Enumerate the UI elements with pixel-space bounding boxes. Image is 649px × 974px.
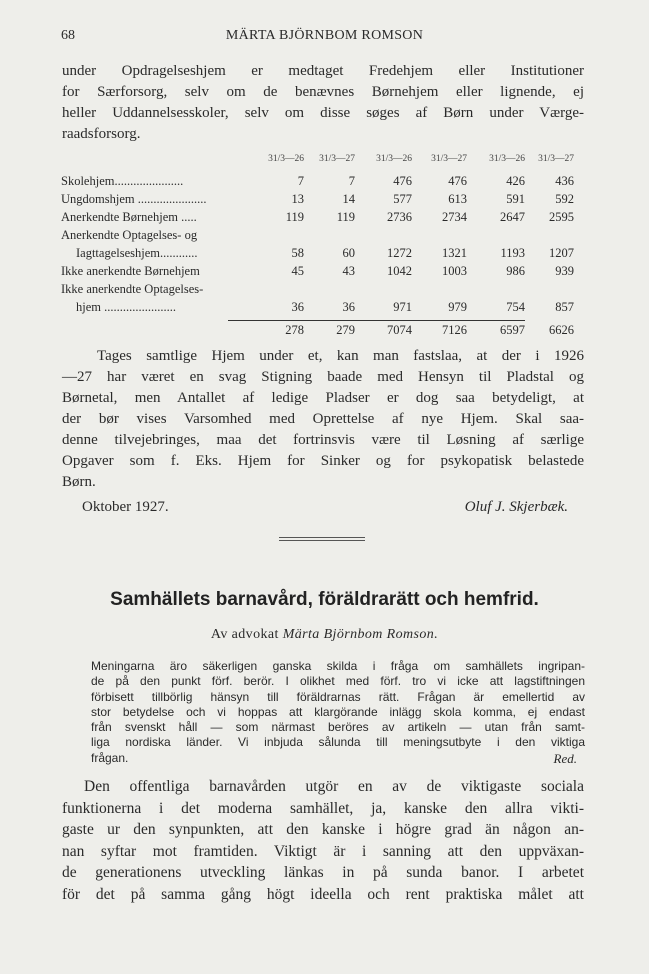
table-cell: 36: [342, 300, 355, 314]
text-line: Børn.: [62, 474, 96, 490]
row-label: [61, 208, 266, 226]
text-line: Børnetal, men Antallet af ledige Pladser er dog saa betydeligt, at: [62, 390, 584, 406]
statistics-table: [61, 154, 585, 316]
row-label-line: Anerkendte Børnehjem .....: [61, 210, 197, 224]
editor-sign: Red.: [553, 750, 577, 766]
total-value: 6626: [549, 323, 574, 337]
note-line: stor betydelse och vi hoppas att klargörande inlägg skola komma, ej endast: [91, 704, 585, 719]
row-label: [61, 226, 266, 262]
table-header: [61, 154, 585, 172]
byline-prefix: Av advokat: [210, 627, 279, 642]
table-cell: 426: [506, 174, 525, 188]
running-head: MÄRTA BJÖRNBOM ROMSON: [225, 28, 424, 43]
table-cell: 119: [285, 210, 304, 224]
text-line: funktionerna i det moderna samhället, ja, kanske den allra vikti-: [62, 799, 584, 817]
text-line: denne tilvejebringes, maa det fortrinsvis være til Løsning af særlige: [62, 432, 584, 448]
row-label-line: Skolehjem......................: [61, 174, 184, 188]
table-cell: 857: [555, 300, 574, 314]
table-cell: 436: [555, 174, 574, 188]
note-line: förbisett tillbörlig hänsyn till föräldrarnas rätt. Frågan är emellertid av: [91, 689, 585, 704]
row-label-line: Iagttagelseshjem............: [76, 246, 198, 260]
text-line: heller Uddannelsesskoler, selv om disse søges af Børn under Værge-: [62, 105, 584, 121]
table-row: [61, 262, 585, 280]
table-row: [61, 226, 585, 262]
table-cell: 613: [448, 192, 467, 206]
table-cell: 939: [555, 264, 574, 278]
divider-rule: [279, 537, 365, 538]
column-header: 31/3—27: [319, 154, 355, 164]
table-row: [61, 208, 585, 226]
table-cell: 1321: [442, 246, 467, 260]
column-header: 31/3—26: [268, 154, 304, 164]
note-line: frågan.: [91, 750, 129, 765]
table-cell: 2647: [500, 210, 525, 224]
text-line: —27 har været en svag Stigning baade med Hensyn til Pladstal og: [62, 369, 584, 385]
table-body: [61, 172, 585, 316]
text-line: Opgaver som f. Eks. Hjem for Sinker og for psykopatisk belastede: [62, 453, 584, 469]
table-row: [61, 172, 585, 190]
table-cell: 45: [291, 264, 304, 278]
text-line: nan syftar mot framtiden. Viktigt är i sanning att den uppväxan-: [62, 842, 584, 860]
article-title: Samhällets barnavård, föräldrarätt och hemfrid.: [110, 589, 539, 610]
row-label-line: Anerkendte Optagelses- og: [61, 228, 198, 242]
table-cell: 43: [342, 264, 355, 278]
table-cell: 14: [342, 192, 355, 206]
table-cell: 754: [506, 300, 525, 314]
table-cell: 119: [336, 210, 355, 224]
article-body: [62, 776, 584, 905]
column-header: 31/3—26: [376, 154, 412, 164]
signature-row: [82, 499, 568, 516]
row-label: [61, 172, 266, 190]
text-line: Tages samtlige Hjem under et, kan man fastslaa, at der i 1926: [97, 348, 584, 364]
column-header: 31/3—27: [431, 154, 467, 164]
note-line: från svenskt håll — som närmast beröres av artikeln — utan från samt-: [91, 720, 585, 735]
second-paragraph: [62, 346, 584, 493]
table-cell: 1207: [549, 246, 574, 260]
text-line: Den offentliga barnavården utgör en av de viktigaste sociala: [84, 778, 584, 795]
table-cell: 1042: [387, 264, 412, 278]
byline-author: Märta Björnbom Romson.: [282, 627, 439, 642]
table-cell: 2734: [442, 210, 467, 224]
text-line: under Opdragelseshjem er medtaget Fredehjem eller Institutioner: [62, 63, 584, 79]
row-label: [61, 280, 266, 316]
table-cell: 7: [348, 174, 355, 188]
table-cell: 58: [291, 246, 304, 260]
table-cell: 591: [506, 192, 525, 206]
table-cell: 979: [448, 300, 467, 314]
divider-rule: [279, 540, 365, 541]
table-cell: 1003: [442, 264, 467, 278]
top-paragraph: [62, 61, 584, 145]
text-line: for Særforsorg, selv om de benævnes Børnehjem eller lignende, ej: [62, 84, 584, 100]
note-line: de på den punkt förf. berör. I olikhet med förf. tro vi icke att lagstiftningen: [91, 674, 585, 689]
column-header: 31/3—27: [538, 154, 574, 164]
table-cell: 592: [555, 192, 574, 206]
table-cell: 1272: [387, 246, 412, 260]
table-cell: 1193: [500, 246, 525, 260]
table-cell: 476: [393, 174, 412, 188]
text-line: de generationens utveckling länkas in på sunda banor. I arbetet: [62, 864, 584, 881]
total-value: 278: [285, 323, 304, 337]
table-cell: 60: [342, 246, 355, 260]
table-cell: 476: [448, 174, 467, 188]
row-label: [61, 262, 266, 280]
text-line: der bør vises Varsomhed med Oprettelse af nye Hjem. Skal saa-: [62, 411, 584, 427]
text-line: gaste ur den synpunkten, att den kanske i högre grad än någon an-: [62, 821, 584, 838]
text-line: för det på samma gång högt ideella och rent praktiska målet att: [62, 885, 584, 903]
signature-name: Oluf J. Skjerbæk.: [464, 499, 568, 515]
table-cell: 7: [297, 174, 304, 188]
total-value: 7126: [442, 323, 467, 337]
signature-date: Oktober 1927.: [82, 499, 169, 515]
row-label: [61, 190, 266, 208]
table-cell: 986: [506, 264, 525, 278]
table-cell: 2595: [549, 210, 574, 224]
total-value: 7074: [387, 323, 412, 337]
note-line: Meningarna äro säkerligen ganska skilda i fråga om samhällets ingripan-: [91, 659, 585, 673]
byline: [0, 627, 649, 643]
totals-row: [61, 321, 585, 339]
column-header: 31/3—26: [489, 154, 525, 164]
row-label-line: hjem .......................: [76, 300, 176, 314]
row-label-line: Ikke anerkendte Børnehjem: [61, 264, 200, 278]
page-number: 68: [61, 28, 75, 43]
table-cell: 13: [291, 192, 304, 206]
table-row: [61, 280, 585, 316]
table-cell: 577: [393, 192, 412, 206]
editorial-note: [91, 659, 585, 766]
row-label-line: Ikke anerkendte Optagelses-: [61, 282, 204, 296]
text-line: raadsforsorg.: [62, 126, 141, 142]
total-value: 6597: [500, 323, 525, 337]
table-cell: 2736: [387, 210, 412, 224]
total-value: 279: [336, 323, 355, 337]
note-line: liga nordiska länder. Vi inbjuda sålunda till meningsutbyte i den viktiga: [91, 735, 585, 750]
row-label-line: Ungdomshjem ......................: [61, 192, 207, 206]
table-cell: 36: [291, 300, 304, 314]
table-cell: 971: [393, 300, 412, 314]
table-row: [61, 190, 585, 208]
